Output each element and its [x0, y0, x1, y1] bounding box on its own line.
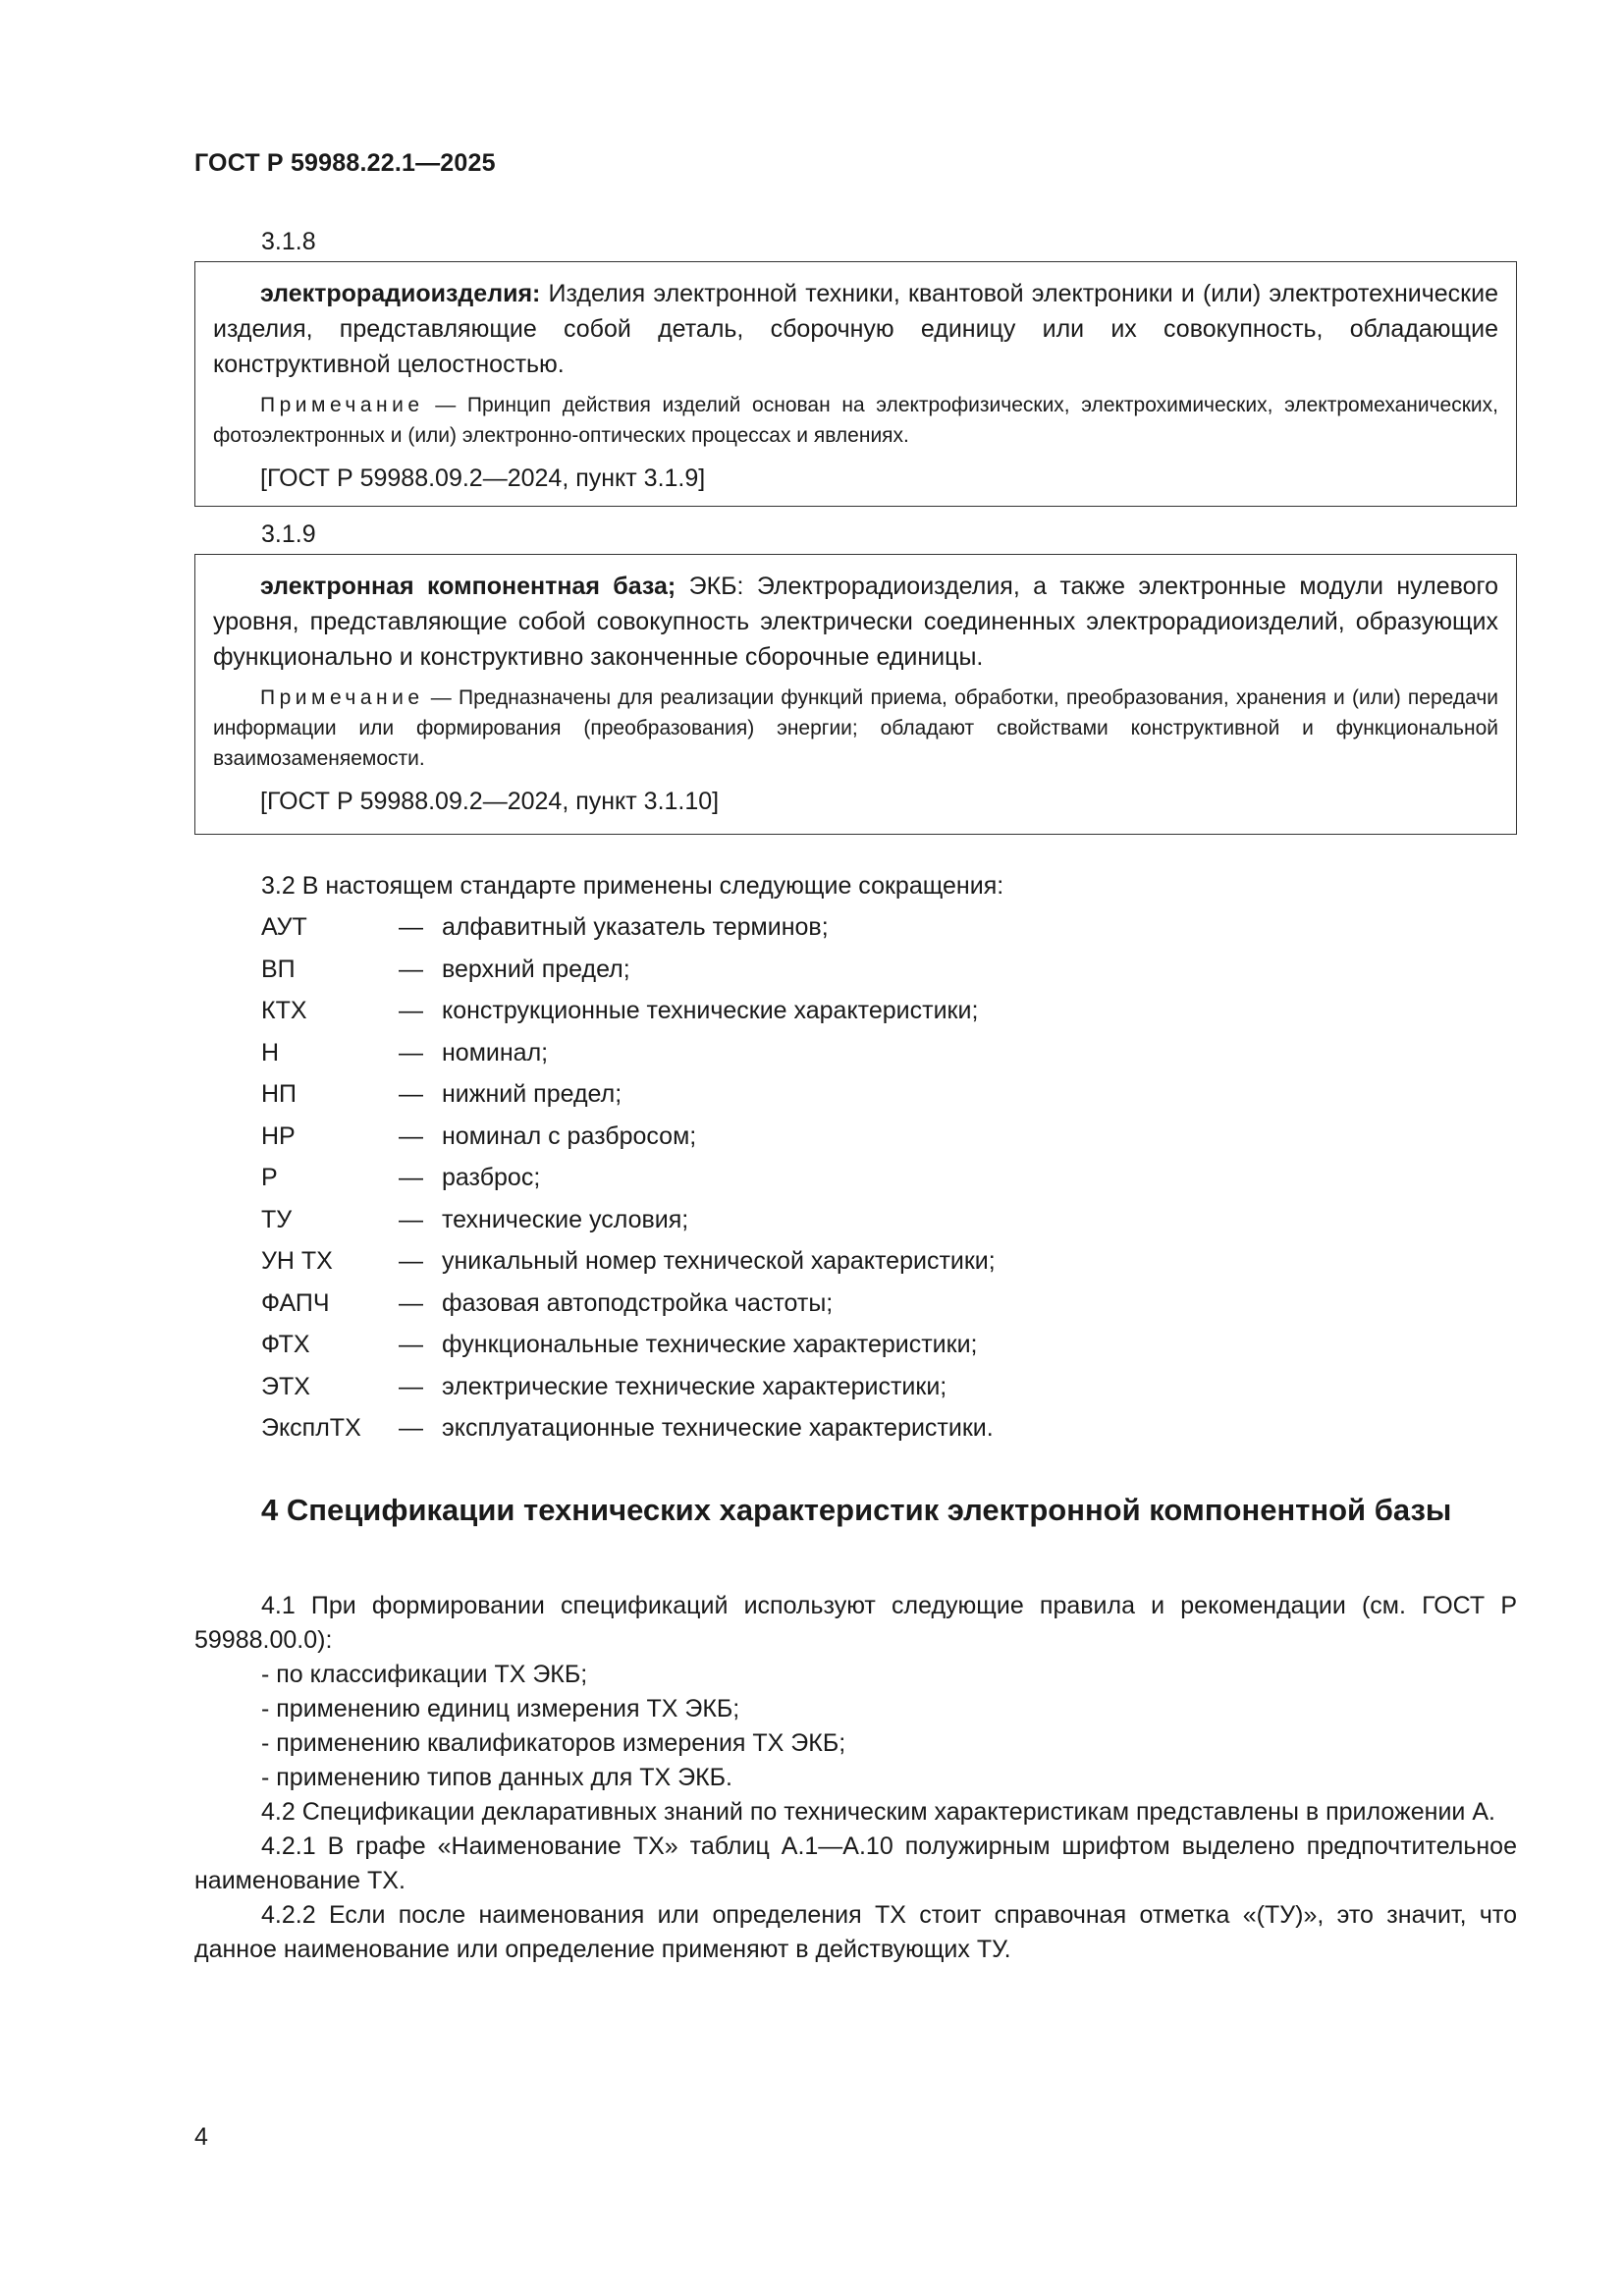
term-definition-text: ЭКБ: Электрорадиоизделия, а также электронные модули нулевого уровня, представляющие собой совокупность электрически соединенных электрорадиоизделий, образующих функционально и конструктивно законченные сборочные единицы.	[213, 573, 1498, 671]
abbreviation-code: Р	[261, 1164, 278, 1191]
abbreviation-row	[261, 1371, 1439, 1413]
abbreviation-row	[261, 995, 1439, 1037]
paragraph-4-1: 4.1 При формировании спецификаций используют следующие правила и рекомендации (см. ГОСТ Р 59988.00.0):	[194, 1592, 1517, 1654]
note-label: Примечание	[260, 686, 424, 709]
abbreviation-dash: —	[399, 955, 423, 983]
abbreviation-code: НР	[261, 1121, 296, 1150]
section-body	[194, 1589, 1517, 1967]
abbreviation-definition: номинал;	[442, 1038, 549, 1066]
abbreviation-code: ФТХ	[261, 1331, 310, 1358]
abbreviation-row	[261, 1329, 1439, 1371]
abbreviation-dash: —	[399, 913, 423, 941]
abbreviation-code: ТУ	[261, 1205, 293, 1233]
abbreviation-definition: алфавитный указатель терминов;	[442, 913, 829, 941]
abbreviation-row	[261, 1287, 1439, 1330]
abbreviation-definition: электрические технические характеристики;	[442, 1372, 947, 1400]
list-item: - применению типов данных для ТХ ЭКБ.	[261, 1764, 732, 1791]
term-number: 3.1.8	[261, 228, 316, 255]
paragraph-4-2-1: 4.2.1 В графе «Наименование ТХ» таблиц А.1—А.10 полужирным шрифтом выделено предпочтительное наименование ТХ.	[194, 1832, 1517, 1894]
abbreviation-dash: —	[399, 1205, 423, 1233]
abbreviation-code: ВП	[261, 955, 296, 983]
term-note	[213, 683, 1498, 774]
term-box	[194, 554, 1517, 835]
paragraph-4-2-2: 4.2.2 Если после наименования или определения ТХ стоит справочная отметка «(ТУ)», это значит, что данное наименование или определение применяют в действующих ТУ.	[194, 1901, 1517, 1963]
abbreviation-row	[261, 1162, 1439, 1204]
abbreviations-list	[261, 911, 1439, 1454]
abbreviation-code: УН ТХ	[261, 1247, 333, 1275]
abbreviation-code: КТХ	[261, 997, 307, 1024]
abbreviation-dash: —	[399, 1080, 423, 1108]
abbreviation-definition: уникальный номер технической характеристики;	[442, 1247, 996, 1275]
term-definition	[213, 569, 1498, 675]
note-label: Примечание	[260, 394, 424, 416]
abbreviation-code: ФАПЧ	[261, 1288, 330, 1317]
abbreviation-dash: —	[399, 1164, 423, 1191]
list-item: - применению квалификаторов измерения ТХ ЭКБ;	[261, 1729, 846, 1757]
term-source: [ГОСТ Р 59988.09.2—2024, пункт 3.1.9]	[260, 465, 706, 492]
section-heading: 4 Спецификации технических характеристик электронной компонентной базы	[261, 1493, 1452, 1527]
term-note	[213, 390, 1498, 451]
abbreviation-dash: —	[399, 1372, 423, 1400]
abbreviation-definition: эксплуатационные технические характеристики.	[442, 1414, 994, 1442]
abbreviation-code: АУТ	[261, 913, 307, 941]
abbreviation-code: Н	[261, 1038, 280, 1066]
abbreviation-code: ЭТХ	[261, 1372, 310, 1400]
term-definition	[213, 276, 1498, 382]
abbreviation-dash: —	[399, 1038, 423, 1066]
term-name: электрорадиоизделия:	[260, 280, 541, 307]
abbreviations-intro: 3.2 В настоящем стандарте применены следующие сокращения:	[261, 872, 1004, 900]
abbreviation-dash: —	[399, 997, 423, 1024]
abbreviation-code: НП	[261, 1080, 298, 1108]
abbreviation-dash: —	[399, 1331, 423, 1358]
abbreviation-definition: функциональные технические характеристики;	[442, 1331, 978, 1358]
abbreviation-definition: технические условия;	[442, 1205, 689, 1233]
term-source: [ГОСТ Р 59988.09.2—2024, пункт 3.1.10]	[260, 788, 720, 815]
abbreviation-row	[261, 1204, 1439, 1246]
list-item: - применению единиц измерения ТХ ЭКБ;	[261, 1695, 740, 1722]
abbreviation-dash: —	[399, 1121, 423, 1150]
page-number: 4	[194, 2123, 208, 2151]
term-definition-text: Изделия электронной техники, квантовой электроники и (или) электротехнические изделия, представляющие собой деталь, сборочную единицу или их совокупность, обладающие конструктивной целостностью.	[213, 280, 1498, 378]
abbreviation-definition: фазовая автоподстройка частоты;	[442, 1288, 834, 1317]
abbreviation-row	[261, 1245, 1439, 1287]
abbreviation-definition: конструкционные технические характеристики;	[442, 997, 979, 1024]
abbreviation-definition: номинал с разбросом;	[442, 1121, 697, 1150]
abbreviation-definition: нижний предел;	[442, 1080, 622, 1108]
abbreviation-dash: —	[399, 1247, 423, 1275]
abbreviation-dash: —	[399, 1414, 423, 1442]
abbreviation-definition: верхний предел;	[442, 955, 630, 983]
abbreviation-row	[261, 1037, 1439, 1079]
abbreviation-dash: —	[399, 1288, 423, 1317]
term-number: 3.1.9	[261, 520, 316, 548]
term-name: электронная компонентная база;	[260, 573, 676, 600]
abbreviation-row	[261, 954, 1439, 996]
abbreviation-definition: разброс;	[442, 1164, 541, 1191]
abbreviation-row	[261, 911, 1439, 954]
note-text: — Предназначены для реализации функций приема, обработки, преобразования, хранения и (или) передачи информации или формирования (преобразования) энергии; обладают свойствами конструктивной и функциональной взаимозаменяемости.	[213, 686, 1498, 770]
note-text: — Принцип действия изделий основан на электрофизических, электрохимических, электромеханических, фотоэлектронных и (или) электронно-оптических процессах и явлениях.	[213, 394, 1498, 447]
abbreviation-code: ЭксплТХ	[261, 1414, 361, 1442]
document-header: ГОСТ Р 59988.22.1—2025	[194, 149, 496, 177]
term-box	[194, 261, 1517, 507]
list-item: - по классификации ТХ ЭКБ;	[261, 1661, 588, 1688]
paragraph-4-2: 4.2 Спецификации декларативных знаний по техническим характеристикам представлены в приложении А.	[261, 1798, 1495, 1826]
abbreviation-row	[261, 1412, 1439, 1454]
abbreviation-row	[261, 1078, 1439, 1121]
abbreviation-row	[261, 1121, 1439, 1163]
